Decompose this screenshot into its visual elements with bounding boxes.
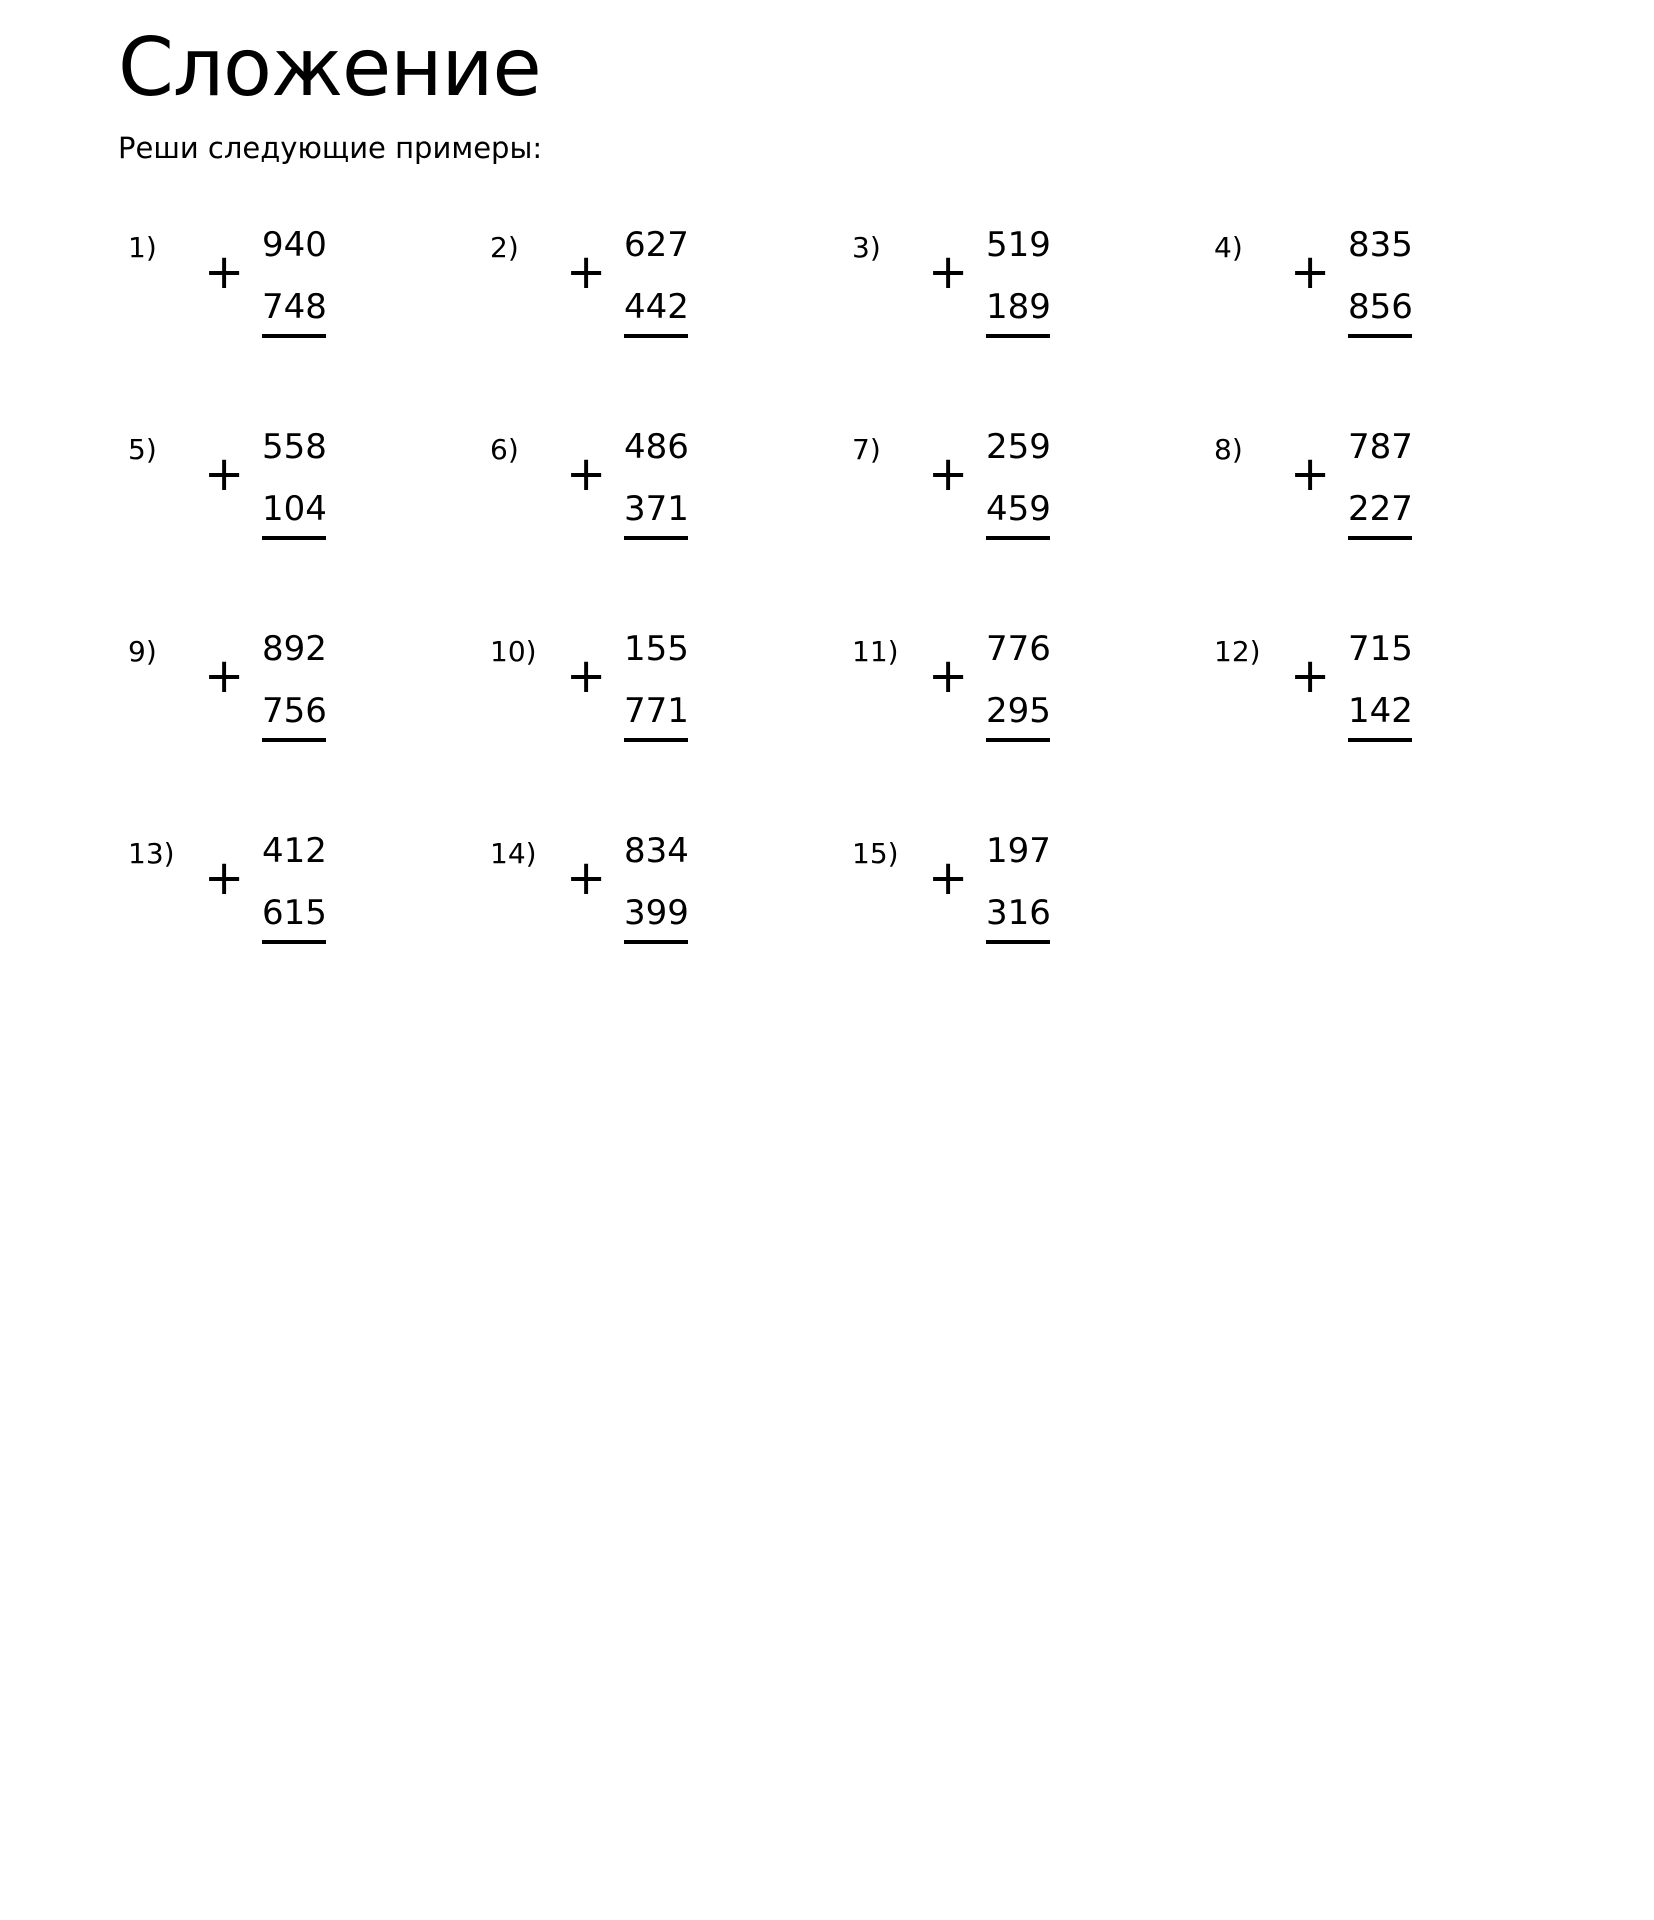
problem bbox=[1204, 214, 1524, 344]
first-addend: 787 bbox=[1348, 427, 1413, 467]
problem-number: 8) bbox=[1214, 433, 1243, 466]
problem-number: 3) bbox=[852, 231, 881, 264]
problem bbox=[480, 618, 800, 748]
problem bbox=[480, 416, 800, 546]
problem-number: 11) bbox=[852, 635, 899, 668]
second-addend: 399 bbox=[624, 893, 689, 933]
first-addend: 835 bbox=[1348, 225, 1413, 265]
problem-number: 4) bbox=[1214, 231, 1243, 264]
problem bbox=[1204, 618, 1524, 748]
plus-sign: + bbox=[204, 648, 245, 704]
problem bbox=[842, 820, 1162, 950]
problem-number: 12) bbox=[1214, 635, 1261, 668]
sum-line bbox=[986, 334, 1050, 338]
problem bbox=[480, 820, 800, 950]
sum-line bbox=[624, 334, 688, 338]
second-addend: 104 bbox=[262, 489, 327, 529]
second-addend: 316 bbox=[986, 893, 1051, 933]
problem-number: 1) bbox=[128, 231, 157, 264]
problem-number: 15) bbox=[852, 837, 899, 870]
problem bbox=[842, 618, 1162, 748]
sum-line bbox=[624, 738, 688, 742]
problem bbox=[118, 618, 438, 748]
instruction-text: Реши следующие примеры: bbox=[118, 131, 543, 165]
second-addend: 371 bbox=[624, 489, 689, 529]
second-addend: 856 bbox=[1348, 287, 1413, 327]
sum-line bbox=[624, 940, 688, 944]
plus-sign: + bbox=[928, 244, 969, 300]
sum-line bbox=[262, 536, 326, 540]
second-addend: 459 bbox=[986, 489, 1051, 529]
plus-sign: + bbox=[928, 446, 969, 502]
problem-number: 9) bbox=[128, 635, 157, 668]
problem-number: 6) bbox=[490, 433, 519, 466]
sum-line bbox=[1348, 738, 1412, 742]
first-addend: 197 bbox=[986, 831, 1051, 871]
problem-number: 2) bbox=[490, 231, 519, 264]
second-addend: 771 bbox=[624, 691, 689, 731]
sum-line bbox=[624, 536, 688, 540]
plus-sign: + bbox=[204, 244, 245, 300]
problem bbox=[1204, 416, 1524, 546]
sum-line bbox=[262, 738, 326, 742]
sum-line bbox=[1348, 536, 1412, 540]
sum-line bbox=[262, 334, 326, 338]
problem-number: 5) bbox=[128, 433, 157, 466]
plus-sign: + bbox=[566, 244, 607, 300]
sum-line bbox=[986, 536, 1050, 540]
plus-sign: + bbox=[1290, 244, 1331, 300]
first-addend: 259 bbox=[986, 427, 1051, 467]
problem-number: 14) bbox=[490, 837, 537, 870]
first-addend: 627 bbox=[624, 225, 689, 265]
first-addend: 715 bbox=[1348, 629, 1413, 669]
first-addend: 558 bbox=[262, 427, 327, 467]
plus-sign: + bbox=[1290, 446, 1331, 502]
plus-sign: + bbox=[928, 648, 969, 704]
plus-sign: + bbox=[204, 446, 245, 502]
second-addend: 189 bbox=[986, 287, 1051, 327]
page-title: Сложение bbox=[118, 21, 541, 114]
problem bbox=[480, 214, 800, 344]
sum-line bbox=[262, 940, 326, 944]
first-addend: 940 bbox=[262, 225, 327, 265]
plus-sign: + bbox=[1290, 648, 1331, 704]
first-addend: 834 bbox=[624, 831, 689, 871]
second-addend: 142 bbox=[1348, 691, 1413, 731]
problem bbox=[842, 214, 1162, 344]
sum-line bbox=[1348, 334, 1412, 338]
first-addend: 519 bbox=[986, 225, 1051, 265]
problem bbox=[118, 214, 438, 344]
first-addend: 412 bbox=[262, 831, 327, 871]
plus-sign: + bbox=[566, 648, 607, 704]
problem bbox=[118, 820, 438, 950]
plus-sign: + bbox=[566, 446, 607, 502]
problem bbox=[118, 416, 438, 546]
problem-number: 7) bbox=[852, 433, 881, 466]
first-addend: 776 bbox=[986, 629, 1051, 669]
second-addend: 442 bbox=[624, 287, 689, 327]
second-addend: 756 bbox=[262, 691, 327, 731]
first-addend: 155 bbox=[624, 629, 689, 669]
problem-number: 13) bbox=[128, 837, 175, 870]
plus-sign: + bbox=[204, 850, 245, 906]
plus-sign: + bbox=[928, 850, 969, 906]
first-addend: 486 bbox=[624, 427, 689, 467]
second-addend: 295 bbox=[986, 691, 1051, 731]
problem bbox=[842, 416, 1162, 546]
second-addend: 227 bbox=[1348, 489, 1413, 529]
second-addend: 615 bbox=[262, 893, 327, 933]
plus-sign: + bbox=[566, 850, 607, 906]
sum-line bbox=[986, 738, 1050, 742]
first-addend: 892 bbox=[262, 629, 327, 669]
problem-number: 10) bbox=[490, 635, 537, 668]
sum-line bbox=[986, 940, 1050, 944]
second-addend: 748 bbox=[262, 287, 327, 327]
